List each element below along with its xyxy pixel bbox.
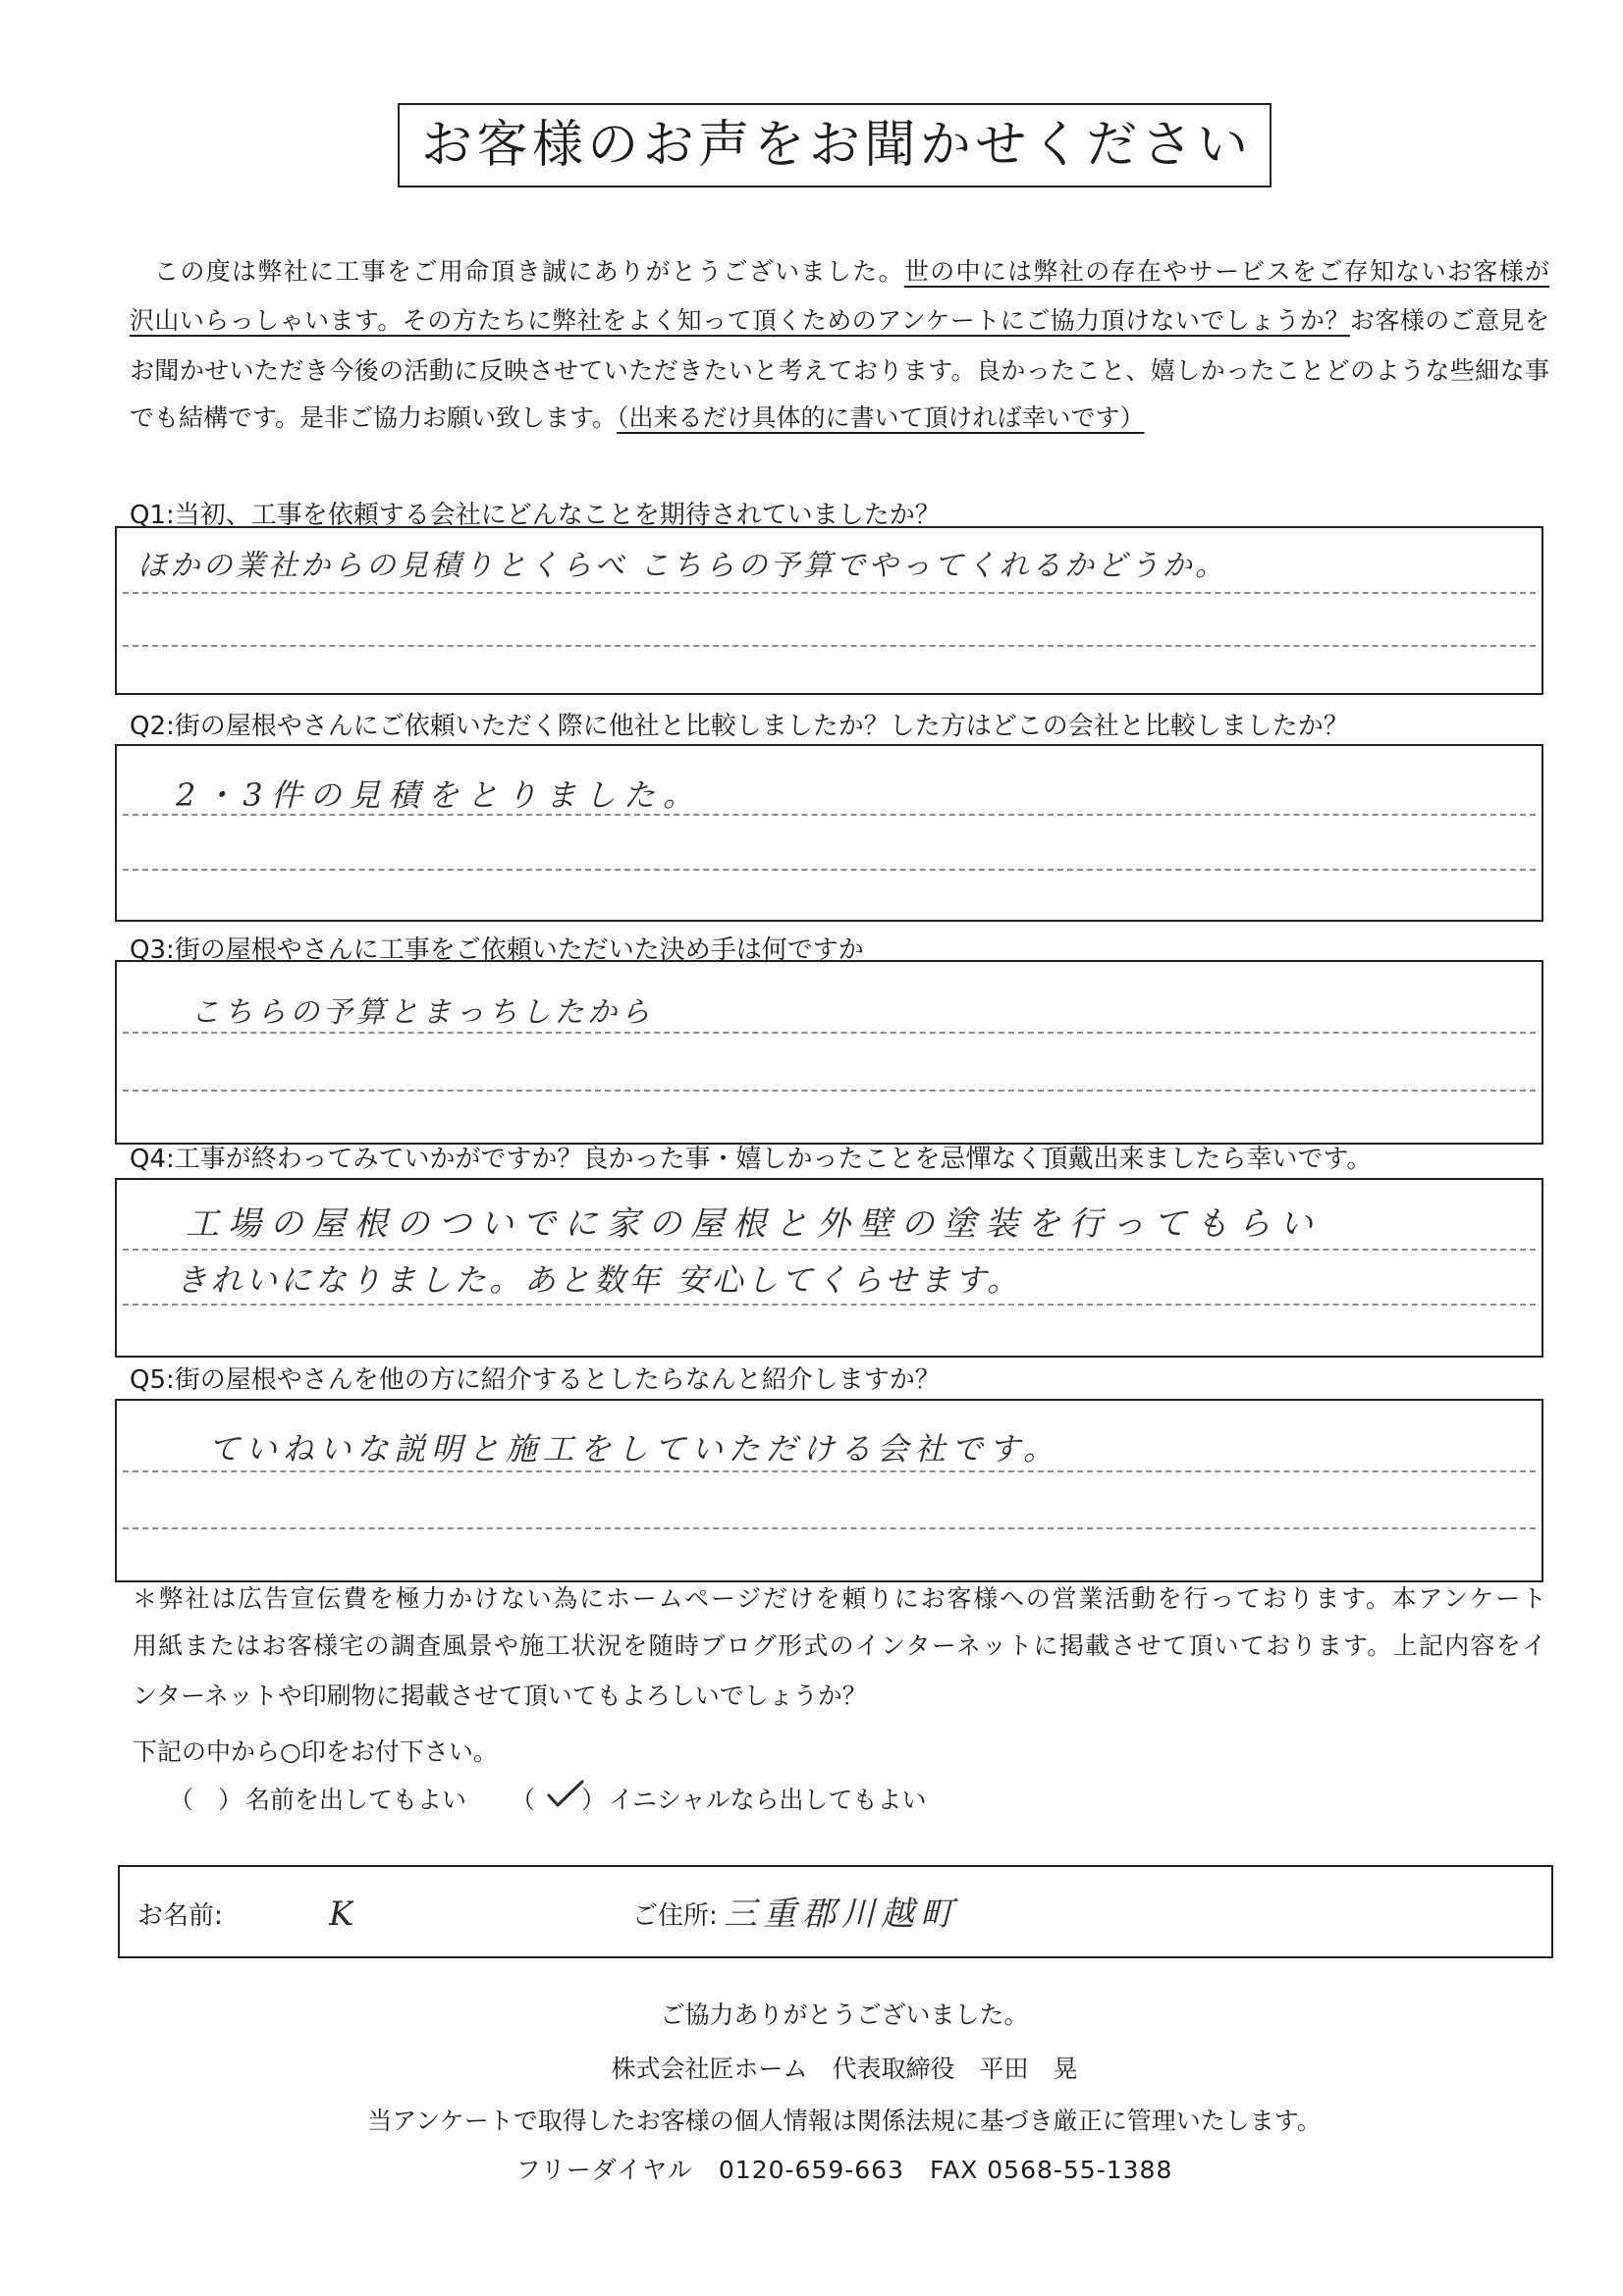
answer-box-q1	[115, 526, 1543, 695]
answer-box-q4	[115, 1178, 1543, 1358]
title-box	[398, 103, 1271, 187]
contact-numbers: フリーダイヤル 0120-659-663 FAX 0568-55-1388	[515, 2156, 1173, 2184]
handwritten-answer-q2: 2・3件の見積をとりました。	[176, 776, 694, 814]
name-label: お名前:	[137, 1901, 223, 1931]
intro-text: お客様のご意見を	[1349, 306, 1549, 335]
closing-thanks: ご協力ありがとうございました。	[660, 2001, 1029, 2029]
check-mark-icon	[546, 1779, 585, 1810]
question-label-q3: Q3:街の屋根やさんに工事をご依頼いただいた決め手は何ですか	[130, 935, 864, 965]
customer-info-box	[118, 1865, 1553, 1958]
answer-ruled-line	[123, 592, 1536, 594]
intro-underlined-text: 世の中には弊社の存在やサービスをご存知ないお客様が	[903, 257, 1549, 286]
handwritten-name: K	[329, 1895, 354, 1934]
handwritten-answer-q1: ほかの業社からの見積りとくらべ こちらの予算でやってくれるかどうか。	[137, 549, 1224, 583]
intro-line-4	[130, 399, 1549, 438]
option-2-label: イニシャルなら出してもよい	[609, 1786, 927, 1814]
handwritten-answer-q5: ていねいな説明と施工をしていただける会社です。	[208, 1430, 1055, 1468]
intro-text: この度は弊社に工事をご用命頂き誠にありがとうございました。	[154, 257, 904, 286]
answer-ruled-line	[123, 1090, 1536, 1092]
question-label-q2: Q2:街の屋根やさんにご依頼いただく際に他社と比較しましたか？した方はどこの会社と比較しましたか？	[130, 712, 1349, 741]
option-2-paren-open: （	[511, 1786, 536, 1814]
intro-underlined-text: （出来るだけ具体的に書いて頂ければ幸いです）	[617, 403, 1145, 432]
intro-line-1	[130, 252, 1549, 292]
intro-text: でも結構です。是非ご協力お願い致します。	[130, 403, 618, 432]
option-1-paren-open: （	[169, 1786, 194, 1814]
privacy-notice: 当アンケートで取得したお客様の個人情報は関係法規に基づき厳正に管理いたします。	[367, 2107, 1322, 2135]
handwritten-answer-q4-line-1: 工場の屋根のついでに家の屋根と外壁の塗装を行ってもらい	[186, 1204, 1313, 1244]
answer-box-q3	[115, 960, 1543, 1145]
intro-line-3: お聞かせいただき今後の活動に反映させていただきたいと考えております。良かったこと、嬉しかったことどのような些細な事	[130, 356, 1549, 385]
handwritten-answer-q4-line-2: きれいになりました。あと数年 安心してくらせます。	[176, 1261, 1018, 1299]
intro-underlined-text: 沢山いらっしゃいます。その方たちに弊社をよく知って頂くためのアンケートにご協力頂けないでしょうか？	[130, 306, 1350, 335]
option-2-paren-close: ）	[581, 1786, 607, 1814]
page-title: お客様のお声をお聞かせください	[421, 116, 1248, 175]
consent-note-line-3: ンターネットや印刷物に掲載させて頂いてもよろしいでしょうか？	[133, 1682, 867, 1710]
intro-line-2	[130, 301, 1549, 341]
question-label-q1: Q1:当初、工事を依頼する会社にどんなことを期待されていましたか？	[130, 501, 941, 530]
consent-note-line-1: ＊弊社は広告宣伝費を極力かけない為にホームページだけを頼りにお客様への営業活動を行っております。本アンケート	[133, 1584, 1546, 1613]
answer-ruled-line	[123, 869, 1536, 871]
answer-ruled-line	[123, 645, 1536, 647]
answer-box-q5	[115, 1399, 1543, 1582]
question-label-q4: Q4:工事が終わってみていかがですか？良かった事・嬉しかったことを忌憚なく頂戴出来ましたら幸いです。	[130, 1145, 1373, 1174]
answer-ruled-line	[123, 1527, 1536, 1529]
handwritten-answer-q3: こちらの予算とまっちしたから	[190, 995, 650, 1030]
consent-note-line-2: 用紙またはお客様宅の調査風景や施工状況を随時ブログ形式のインターネットに掲載させて頂いております。上記内容をイ	[133, 1631, 1546, 1660]
handwritten-address: 三重郡川越町	[724, 1895, 959, 1934]
answer-ruled-line	[123, 1249, 1536, 1251]
answer-box-q2	[115, 744, 1543, 922]
company-signature: 株式会社匠ホーム 代表取締役 平田 晃	[611, 2055, 1078, 2083]
option-1-label: 名前を出してもよい	[245, 1786, 467, 1814]
question-label-q5: Q5:街の屋根やさんを他の方に紹介するとしたらなんと紹介しますか？	[130, 1365, 941, 1395]
consent-instruction: 下記の中から○印をお付下さい。	[133, 1737, 498, 1766]
option-1-paren-close: ）	[218, 1786, 243, 1814]
address-label: ご住所:	[632, 1901, 718, 1931]
